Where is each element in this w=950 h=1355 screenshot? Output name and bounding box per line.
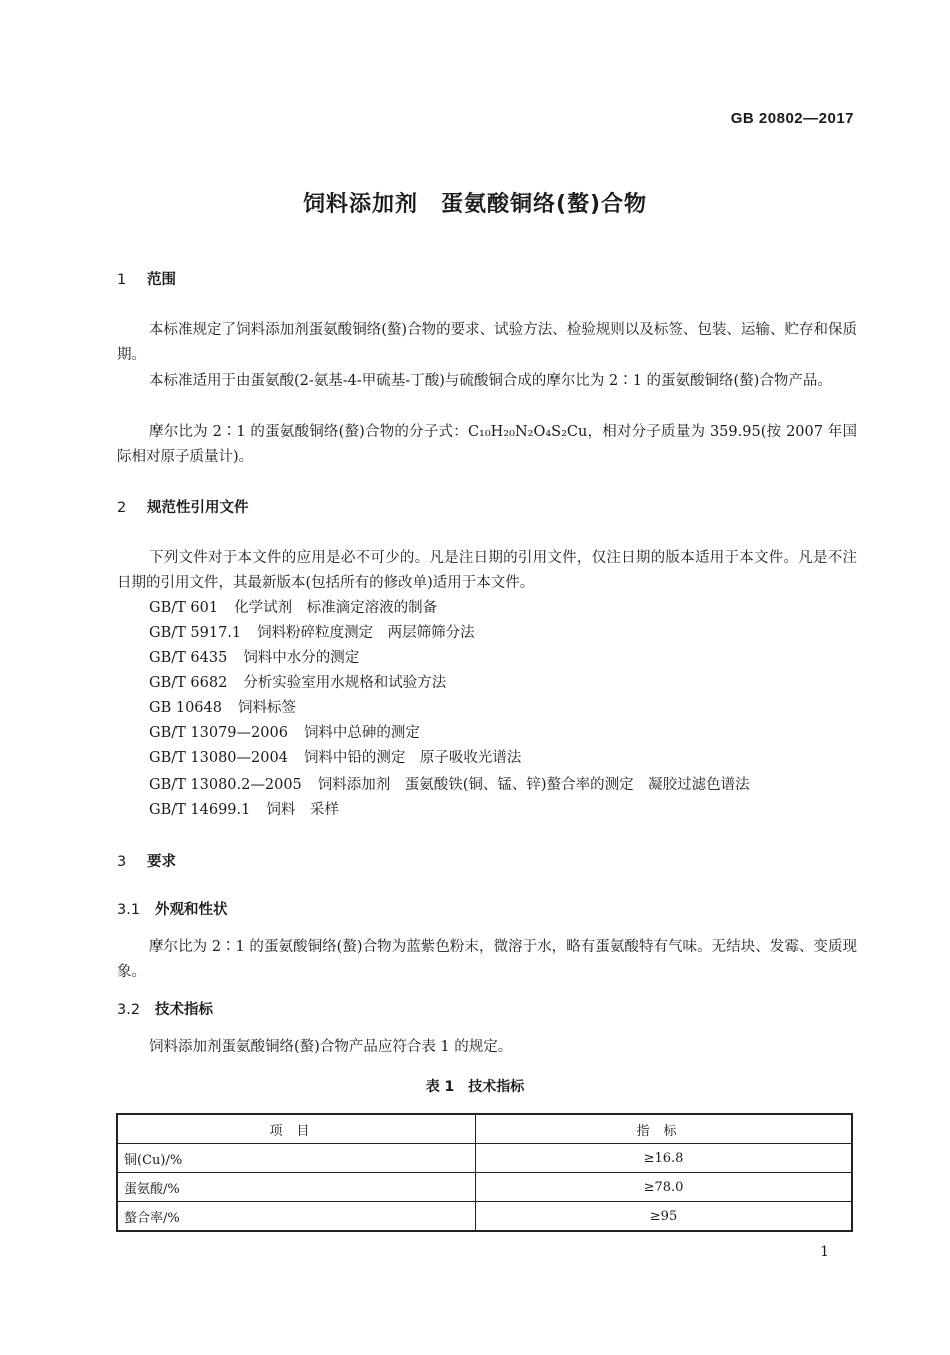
table-header-item: 项目 <box>117 1114 476 1144</box>
table-row <box>117 1173 852 1202</box>
reference-item <box>149 671 446 696</box>
reference-code: GB 10648 <box>149 700 222 716</box>
section-heading-requirements <box>117 850 176 871</box>
reference-code: GB/T 13080—2004 <box>149 750 288 766</box>
reference-name: 饲料添加剂 蛋氨酸铁(铜、锰、锌)螯合率的测定 凝胶过滤色谱法 <box>317 777 750 793</box>
reference-code: GB/T 13080.2—2005 <box>149 777 302 793</box>
reference-item <box>149 646 359 671</box>
reference-item <box>149 798 339 823</box>
table-cell-item: 蛋氨酸/% <box>117 1173 476 1202</box>
appearance-paragraph: 摩尔比为 2∶1 的蛋氨酸铜络(螯)合物为蓝紫色粉末，微溶于水，略有蛋氨酸特有气味。无结块、发霉、变质现象。 <box>117 939 857 980</box>
section-heading-references <box>117 496 249 517</box>
table-cell-value: ≥95 <box>476 1202 853 1232</box>
reference-code: GB/T 5917.1 <box>149 625 242 641</box>
reference-name: 饲料中总砷的测定 <box>303 725 420 741</box>
section-number: 3.2 <box>117 1002 141 1018</box>
reference-item <box>149 746 521 771</box>
section-title: 范围 <box>147 272 176 288</box>
section-number: 3 <box>117 854 127 870</box>
table-cell-value: ≥78.0 <box>476 1173 853 1202</box>
section-title: 要求 <box>147 854 176 870</box>
reference-name: 饲料中水分的测定 <box>243 650 360 666</box>
reference-code: GB/T 13079—2006 <box>149 725 288 741</box>
section-number: 3.1 <box>117 902 141 918</box>
standard-code: GB 20802—2017 <box>730 110 854 127</box>
section-number: 2 <box>117 500 127 516</box>
section-title: 技术指标 <box>155 1002 213 1018</box>
reference-item <box>149 696 296 721</box>
reference-item <box>149 721 420 746</box>
technical-paragraph: 饲料添加剂蛋氨酸铜络(螯)合物产品应符合表 1 的规定。 <box>149 1039 513 1055</box>
section-heading-scope <box>117 268 176 289</box>
scope-paragraph-3: 摩尔比为 2∶1 的蛋氨酸铜络(螯)合物的分子式：C₁₀H₂₀N₂O₄S₂Cu，相对分子质量为 359.95(按 2007 年国际相对原子质量计)。 <box>117 424 857 465</box>
references-intro: 下列文件对于本文件的应用是必不可少的。凡是注日期的引用文件，仅注日期的版本适用于本文件。凡是不注日期的引用文件，其最新版本(包括所有的修改单)适用于本文件。 <box>117 550 857 591</box>
technical-spec-table <box>116 1113 853 1232</box>
reference-item <box>149 773 750 798</box>
reference-code: GB/T 14699.1 <box>149 802 251 818</box>
scope-paragraph-1: 本标准规定了饲料添加剂蛋氨酸铜络(螯)合物的要求、试验方法、检验规则以及标签、包装、运输、贮存和保质期。 <box>117 322 857 363</box>
reference-name: 饲料粉碎粒度测定 两层筛筛分法 <box>257 625 475 641</box>
table-header-row <box>117 1114 852 1144</box>
section-title: 外观和性状 <box>155 902 228 918</box>
reference-name: 饲料中铅的测定 原子吸收光谱法 <box>303 750 522 766</box>
table-cell-item: 铜(Cu)/% <box>117 1144 476 1173</box>
table-caption: 表 1 技术指标 <box>425 1079 525 1095</box>
reference-name: 化学试剂 标准滴定溶液的制备 <box>234 600 438 616</box>
document-title: 饲料添加剂 蛋氨酸铜络(螯)合物 <box>302 192 648 217</box>
section-number: 1 <box>117 272 127 288</box>
reference-item <box>149 621 475 646</box>
reference-name: 饲料标签 <box>237 700 296 716</box>
subsection-heading-technical <box>117 998 213 1019</box>
table-cell-value: ≥16.8 <box>476 1144 853 1173</box>
table-row <box>117 1202 852 1232</box>
reference-name: 分析实验室用水规格和试验方法 <box>243 675 447 691</box>
subsection-heading-appearance <box>117 898 228 919</box>
table-row <box>117 1144 852 1173</box>
section-title: 规范性引用文件 <box>147 500 249 516</box>
reference-item <box>149 596 437 621</box>
page-number: 1 <box>820 1244 829 1260</box>
table-header-value: 指标 <box>476 1114 853 1144</box>
reference-code: GB/T 6435 <box>149 650 228 666</box>
reference-code: GB/T 601 <box>149 600 219 616</box>
scope-paragraph-2: 本标准适用于由蛋氨酸(2-氨基-4-甲硫基-丁酸)与硫酸铜合成的摩尔比为 2∶1 的蛋氨酸铜络(螯)合物产品。 <box>149 373 832 389</box>
reference-name: 饲料 采样 <box>266 802 339 818</box>
reference-code: GB/T 6682 <box>149 675 228 691</box>
table-cell-item: 螯合率/% <box>117 1202 476 1232</box>
